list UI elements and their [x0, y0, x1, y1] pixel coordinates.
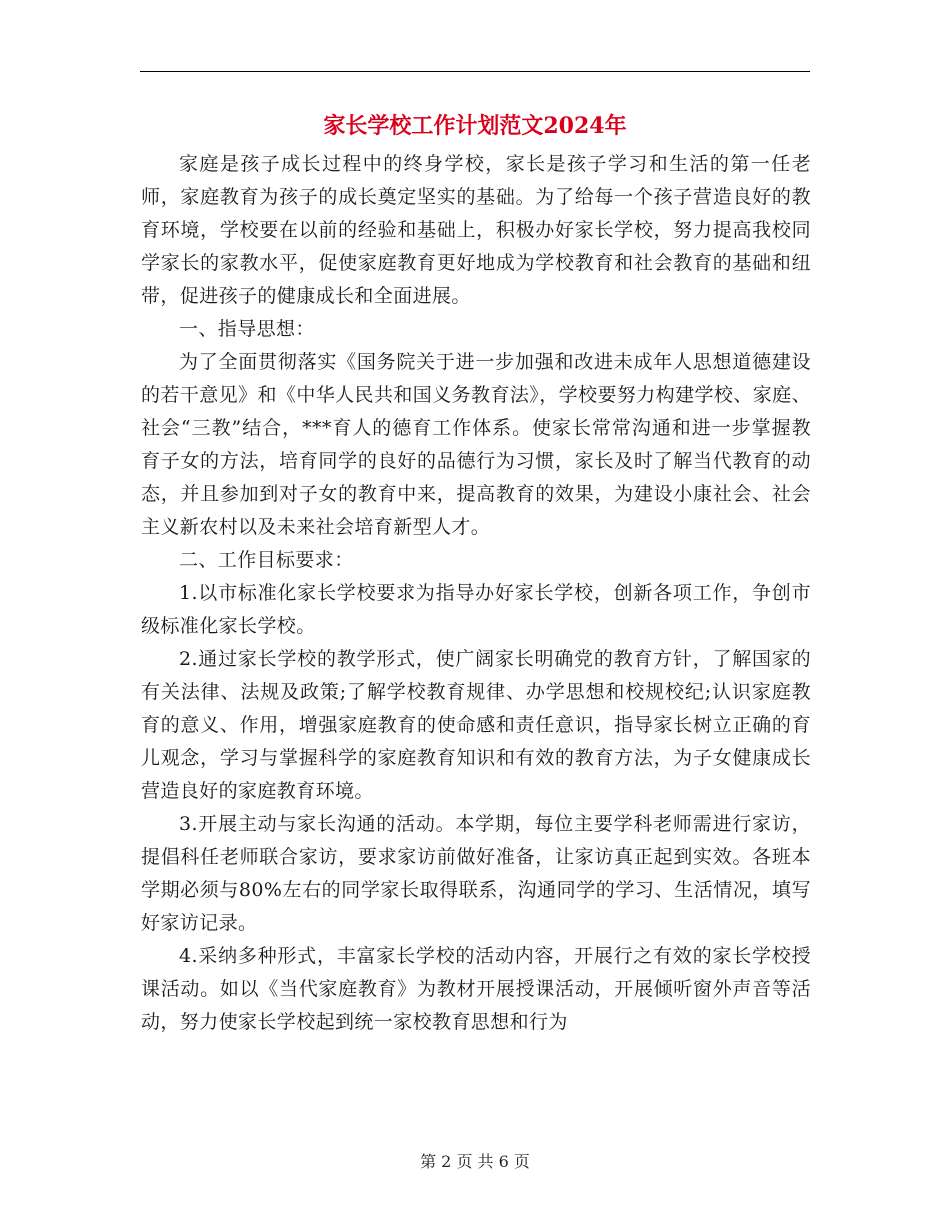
paragraph-guiding-ideology: 为了全面贯彻落实《国务院关于进一步加强和改进未成年人思想道德建设的若干意见》和《中华人民共和国义务教育法》，学校要努力构建学校、家庭、社会“三教”结合，***育人的德育工作体系。使家长常常沟通和进一步掌握教育子女的方法，培育同学的良好的品德行为习惯，家长及时了解当代教育的动态，并且参加到对子女的教育中来，提高教育的效果，为建设小康社会、社会主义新农村以及未来社会培育新型人才。 [141, 351, 811, 538]
section-heading-guiding-ideology: 一、指导思想： [179, 318, 315, 340]
section-heading-work-goals: 二、工作目标要求： [179, 549, 354, 571]
document-body [141, 148, 811, 1039]
paragraph-goal-4: 4.采纳多种形式，丰富家长学校的活动内容，开展行之有效的家长学校授课活动。如以《当代家庭教育》为教材开展授课活动，开展倾听窗外声音等活动，努力使家长学校起到统一家校教育思想和行为 [141, 945, 811, 1033]
document-title: 家长学校工作计划范文2024年 [323, 113, 627, 139]
paragraph-goal-1: 1.以市标准化家长学校要求为指导办好家长学校，创新各项工作，争创市级标准化家长学校。 [141, 582, 811, 637]
paragraph-goal-2: 2.通过家长学校的教学形式，使广阔家长明确党的教育方针，了解国家的有关法律、法规及政策;了解学校教育规律、办学思想和校规校纪;认识家庭教育的意义、作用，增强家庭教育的使命感和责任意识，指导家长树立正确的育儿观念，学习与掌握科学的家庭教育知识和有效的教育方法，为子女健康成长营造良好的家庭教育环境。 [141, 648, 811, 802]
paragraph-intro: 家庭是孩子成长过程中的终身学校，家长是孩子学习和生活的第一任老师，家庭教育为孩子的成长奠定坚实的基础。为了给每一个孩子营造良好的教育环境，学校要在以前的经验和基础上，积极办好家长学校，努力提高我校同学家长的家教水平，促使家庭教育更好地成为学校教育和社会教育的基础和纽带，促进孩子的健康成长和全面进展。 [141, 153, 811, 307]
paragraph-goal-3: 3.开展主动与家长沟通的活动。本学期，每位主要学科老师需进行家访，提倡科任老师联合家访，要求家访前做好准备，让家访真正起到实效。各班本学期必须与80%左右的同学家长取得联系，沟通同学的学习、生活情况，填写好家访记录。 [141, 813, 811, 934]
header-rule [140, 71, 810, 72]
page-number: 第 2 页 共 6 页 [420, 1152, 530, 1171]
